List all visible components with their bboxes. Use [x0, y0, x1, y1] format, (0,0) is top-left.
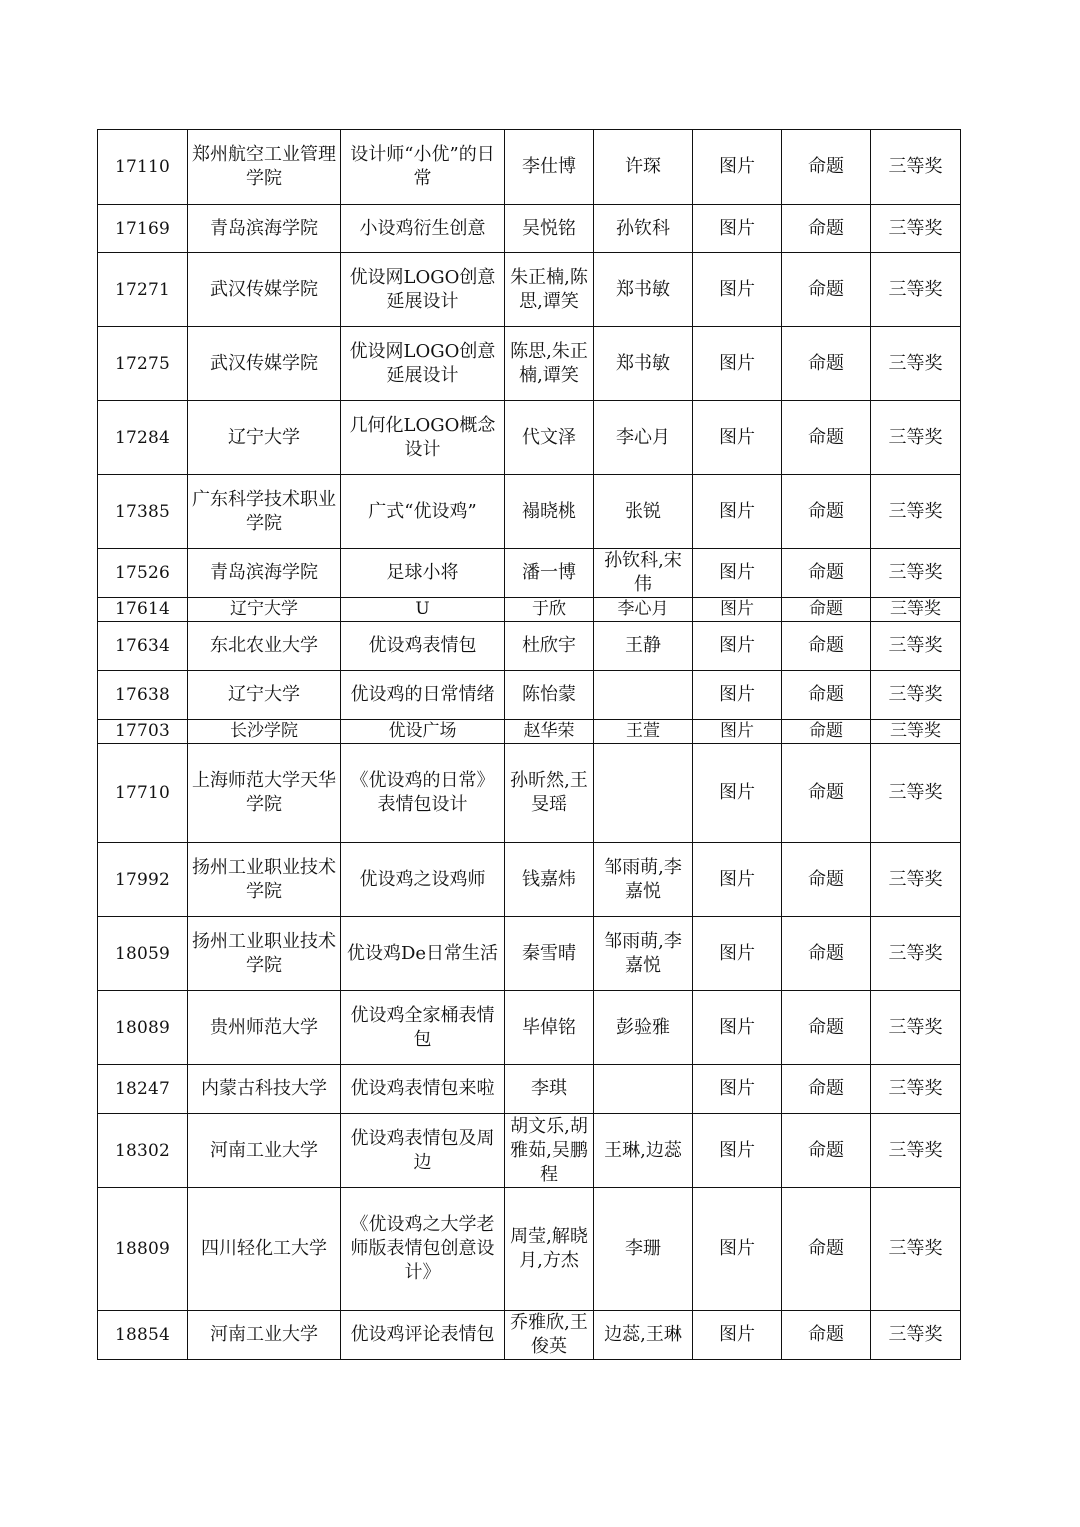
work-title: 优设网LOGO创意延展设计 [341, 327, 505, 401]
work-format: 图片 [693, 1114, 782, 1188]
advisor-names: 李心月 [594, 598, 693, 622]
entry-category: 命题 [782, 744, 871, 843]
table-row [98, 1188, 961, 1311]
table-row [98, 253, 961, 327]
table-row [98, 622, 961, 671]
author-names: 毕倬铭 [505, 991, 594, 1065]
work-format: 图片 [693, 205, 782, 253]
school-name: 上海师范大学天华学院 [188, 744, 341, 843]
school-name: 长沙学院 [188, 720, 341, 744]
entry-category: 命题 [782, 1188, 871, 1311]
table-row [98, 549, 961, 598]
author-names: 钱嘉炜 [505, 843, 594, 917]
table-row [98, 720, 961, 744]
advisor-names: 张锐 [594, 475, 693, 549]
work-format: 图片 [693, 917, 782, 991]
entry-category: 命题 [782, 917, 871, 991]
work-format: 图片 [693, 598, 782, 622]
advisor-names: 郑书敏 [594, 327, 693, 401]
award-level: 三等奖 [871, 205, 961, 253]
advisor-names: 彭验雅 [594, 991, 693, 1065]
entry-id: 17169 [98, 205, 188, 253]
work-format: 图片 [693, 130, 782, 205]
entry-id: 17526 [98, 549, 188, 598]
entry-category: 命题 [782, 1114, 871, 1188]
advisor-names: 邹雨萌,李嘉悦 [594, 917, 693, 991]
award-level: 三等奖 [871, 327, 961, 401]
entry-id: 17703 [98, 720, 188, 744]
work-title: 优设鸡之设鸡师 [341, 843, 505, 917]
entry-category: 命题 [782, 327, 871, 401]
entry-id: 17710 [98, 744, 188, 843]
school-name: 扬州工业职业技术学院 [188, 843, 341, 917]
work-title: 优设鸡表情包 [341, 622, 505, 671]
author-names: 孙昕然,王旻瑶 [505, 744, 594, 843]
entry-id: 17638 [98, 671, 188, 720]
entry-id: 17110 [98, 130, 188, 205]
table-row [98, 1311, 961, 1360]
entry-id: 18854 [98, 1311, 188, 1360]
author-names: 胡文乐,胡雅茹,吴鹏程 [505, 1114, 594, 1188]
award-level: 三等奖 [871, 843, 961, 917]
advisor-names: 李珊 [594, 1188, 693, 1311]
table-row [98, 130, 961, 205]
award-level: 三等奖 [871, 1114, 961, 1188]
author-names: 周莹,解晓月,方杰 [505, 1188, 594, 1311]
award-level: 三等奖 [871, 744, 961, 843]
advisor-names: 孙钦科,宋伟 [594, 549, 693, 598]
author-names: 赵华荣 [505, 720, 594, 744]
work-title: 优设鸡表情包及周边 [341, 1114, 505, 1188]
advisor-names [594, 744, 693, 843]
school-name: 内蒙古科技大学 [188, 1065, 341, 1114]
school-name: 武汉传媒学院 [188, 327, 341, 401]
table-row [98, 205, 961, 253]
author-names: 秦雪晴 [505, 917, 594, 991]
entry-category: 命题 [782, 475, 871, 549]
entry-id: 18059 [98, 917, 188, 991]
award-level: 三等奖 [871, 1188, 961, 1311]
entry-category: 命题 [782, 991, 871, 1065]
work-title: 广式“优设鸡” [341, 475, 505, 549]
advisor-names: 许琛 [594, 130, 693, 205]
table-row [98, 671, 961, 720]
entry-id: 17634 [98, 622, 188, 671]
award-level: 三等奖 [871, 549, 961, 598]
entry-id: 17385 [98, 475, 188, 549]
author-names: 褟晓桃 [505, 475, 594, 549]
advisor-names [594, 1065, 693, 1114]
school-name: 广东科学技术职业学院 [188, 475, 341, 549]
advisor-names: 边蕊,王琳 [594, 1311, 693, 1360]
work-title: 优设广场 [341, 720, 505, 744]
work-title: 《优设鸡的日常》表情包设计 [341, 744, 505, 843]
author-names: 潘一博 [505, 549, 594, 598]
entry-category: 命题 [782, 622, 871, 671]
award-level: 三等奖 [871, 991, 961, 1065]
school-name: 辽宁大学 [188, 598, 341, 622]
work-title: 优设网LOGO创意延展设计 [341, 253, 505, 327]
work-format: 图片 [693, 1065, 782, 1114]
work-format: 图片 [693, 671, 782, 720]
entry-category: 命题 [782, 598, 871, 622]
school-name: 郑州航空工业管理学院 [188, 130, 341, 205]
award-level: 三等奖 [871, 1065, 961, 1114]
work-format: 图片 [693, 622, 782, 671]
school-name: 河南工业大学 [188, 1114, 341, 1188]
work-title: 几何化LOGO概念设计 [341, 401, 505, 475]
entry-id: 17614 [98, 598, 188, 622]
entry-category: 命题 [782, 1311, 871, 1360]
table-row [98, 1114, 961, 1188]
entry-id: 18089 [98, 991, 188, 1065]
entry-id: 18247 [98, 1065, 188, 1114]
award-level: 三等奖 [871, 720, 961, 744]
table-body [98, 130, 961, 1360]
entry-category: 命题 [782, 401, 871, 475]
school-name: 辽宁大学 [188, 401, 341, 475]
entry-category: 命题 [782, 549, 871, 598]
table-row [98, 401, 961, 475]
entry-category: 命题 [782, 1065, 871, 1114]
work-format: 图片 [693, 549, 782, 598]
table-row [98, 475, 961, 549]
award-level: 三等奖 [871, 622, 961, 671]
author-names: 陈思,朱正楠,谭笑 [505, 327, 594, 401]
entry-category: 命题 [782, 671, 871, 720]
school-name: 武汉传媒学院 [188, 253, 341, 327]
school-name: 青岛滨海学院 [188, 205, 341, 253]
work-title: 优设鸡全家桶表情包 [341, 991, 505, 1065]
work-format: 图片 [693, 327, 782, 401]
entry-id: 17992 [98, 843, 188, 917]
award-level: 三等奖 [871, 598, 961, 622]
work-title: 优设鸡De日常生活 [341, 917, 505, 991]
author-names: 朱正楠,陈思,谭笑 [505, 253, 594, 327]
author-names: 于欣 [505, 598, 594, 622]
author-names: 吴悦铭 [505, 205, 594, 253]
work-title: 《优设鸡之大学老师版表情包创意设计》 [341, 1188, 505, 1311]
author-names: 陈怡蒙 [505, 671, 594, 720]
entry-category: 命题 [782, 843, 871, 917]
work-format: 图片 [693, 401, 782, 475]
award-level: 三等奖 [871, 1311, 961, 1360]
work-title: 足球小将 [341, 549, 505, 598]
work-title: 优设鸡评论表情包 [341, 1311, 505, 1360]
work-title: 设计师“小优”的日常 [341, 130, 505, 205]
entry-id: 17271 [98, 253, 188, 327]
work-title: 优设鸡的日常情绪 [341, 671, 505, 720]
table-row [98, 843, 961, 917]
table-row [98, 1065, 961, 1114]
award-level: 三等奖 [871, 253, 961, 327]
entry-category: 命题 [782, 720, 871, 744]
table-row [98, 327, 961, 401]
entry-id: 17284 [98, 401, 188, 475]
entry-category: 命题 [782, 205, 871, 253]
work-format: 图片 [693, 843, 782, 917]
work-format: 图片 [693, 991, 782, 1065]
work-title: 小设鸡衍生创意 [341, 205, 505, 253]
award-table [97, 129, 961, 1360]
entry-id: 18809 [98, 1188, 188, 1311]
work-format: 图片 [693, 1311, 782, 1360]
school-name: 贵州师范大学 [188, 991, 341, 1065]
entry-category: 命题 [782, 253, 871, 327]
school-name: 扬州工业职业技术学院 [188, 917, 341, 991]
table-row [98, 917, 961, 991]
award-level: 三等奖 [871, 917, 961, 991]
author-names: 代文泽 [505, 401, 594, 475]
school-name: 四川轻化工大学 [188, 1188, 341, 1311]
work-format: 图片 [693, 744, 782, 843]
table-row [98, 744, 961, 843]
advisor-names: 李心月 [594, 401, 693, 475]
work-title: 优设鸡表情包来啦 [341, 1065, 505, 1114]
school-name: 东北农业大学 [188, 622, 341, 671]
advisor-names: 孙钦科 [594, 205, 693, 253]
author-names: 李琪 [505, 1065, 594, 1114]
work-format: 图片 [693, 253, 782, 327]
advisor-names: 王萱 [594, 720, 693, 744]
work-format: 图片 [693, 475, 782, 549]
work-format: 图片 [693, 720, 782, 744]
entry-category: 命题 [782, 130, 871, 205]
award-level: 三等奖 [871, 475, 961, 549]
work-format: 图片 [693, 1188, 782, 1311]
advisor-names: 邹雨萌,李嘉悦 [594, 843, 693, 917]
advisor-names: 郑书敏 [594, 253, 693, 327]
advisor-names [594, 671, 693, 720]
award-level: 三等奖 [871, 401, 961, 475]
work-title: U [341, 598, 505, 622]
author-names: 李仕博 [505, 130, 594, 205]
advisor-names: 王琳,边蕊 [594, 1114, 693, 1188]
award-level: 三等奖 [871, 130, 961, 205]
author-names: 杜欣宇 [505, 622, 594, 671]
advisor-names: 王静 [594, 622, 693, 671]
award-level: 三等奖 [871, 671, 961, 720]
school-name: 青岛滨海学院 [188, 549, 341, 598]
table-row [98, 991, 961, 1065]
author-names: 乔雅欣,王俊英 [505, 1311, 594, 1360]
school-name: 河南工业大学 [188, 1311, 341, 1360]
entry-id: 17275 [98, 327, 188, 401]
entry-id: 18302 [98, 1114, 188, 1188]
school-name: 辽宁大学 [188, 671, 341, 720]
table-row [98, 598, 961, 622]
